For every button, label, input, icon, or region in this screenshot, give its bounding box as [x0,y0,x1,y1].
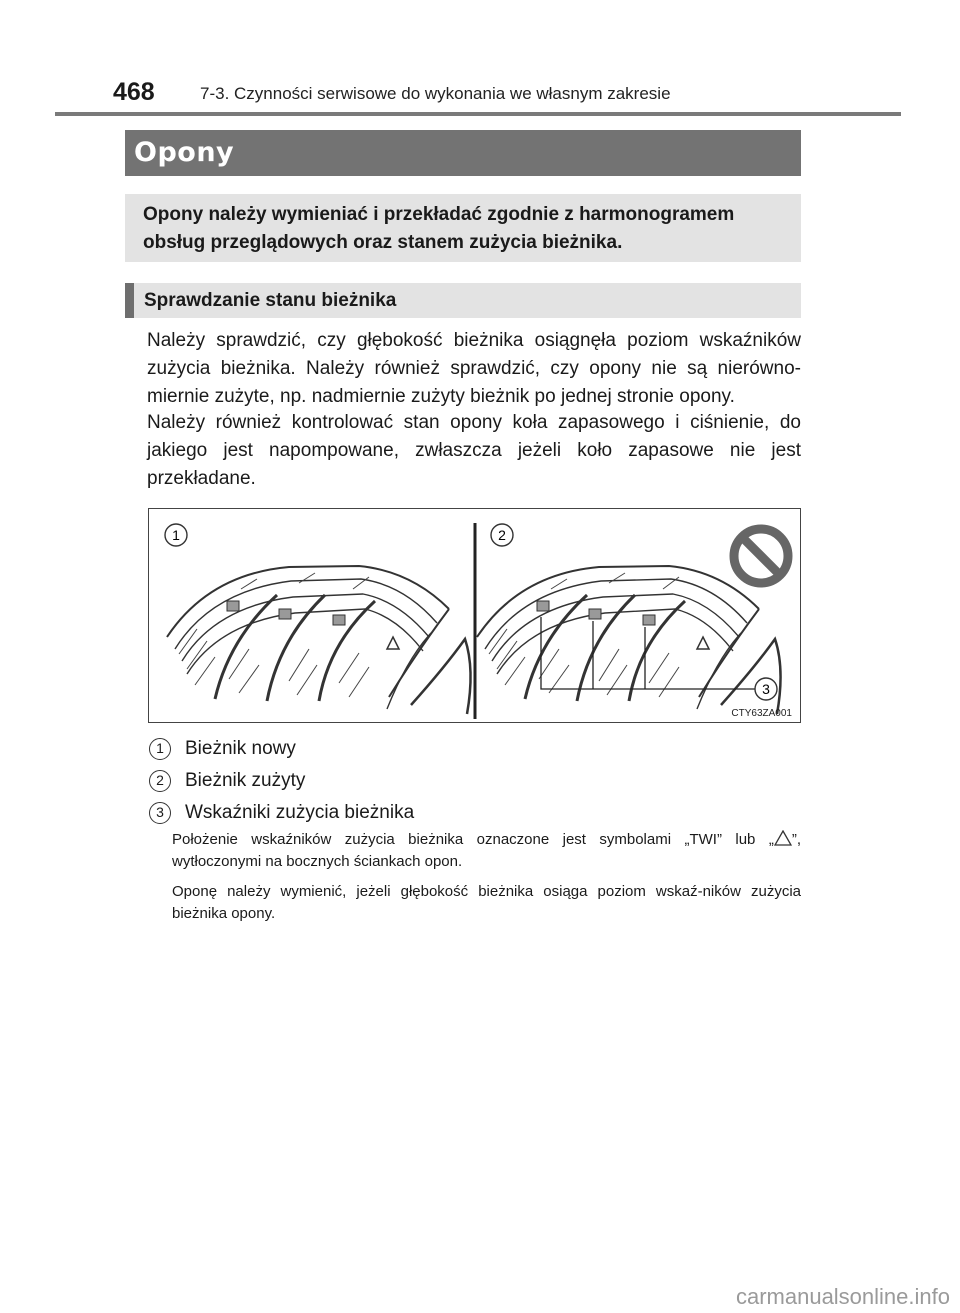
triangle-icon [774,830,792,846]
svg-text:2: 2 [498,527,506,543]
section-title: Opony [125,130,801,176]
note-replace: Oponę należy wymienić, jeżeli głębokość bieżnika osiąga poziom wskaź-ników zużycia bieżnika opony. [172,883,801,922]
tire-figure [148,508,801,723]
figure-code: CTY63ZA001 [731,708,792,719]
watermark: carmanualsonline.info [735,1284,950,1309]
svg-text:1: 1 [172,527,180,543]
legend-label: Bieżnik nowy [185,738,296,759]
legend-label: Bieżnik zużyty [185,770,306,791]
svg-text:3: 3 [762,681,770,697]
legend-number: 3 [149,802,171,824]
legend-number: 2 [149,770,171,792]
paragraph-tread-check: Należy sprawdzić, czy głębokość bieżnika osiągnęła poziom wskaźników zużycia bieżnika. Należy również sprawdzić, czy opony nie są nierówno-miernie zużyte, np. nadmiernie zużyty bieżnik po jednej stronie opony. [147,330,801,407]
note-twi [172,829,801,873]
note-twi-end: ”, wytłoczonymi na bocznych ściankach opon. [172,831,801,870]
page-number: 468 [113,78,155,106]
intro-box: Opony należy wymieniać i przekładać zgodnie z harmonogramem obsług przeglądowych oraz stanem zużycia bieżnika. [125,194,801,262]
callout-1 [165,524,187,546]
chapter-title: 7-3. Czynności serwisowe do wykonania we własnym zakresie [200,84,671,103]
paragraph-spare-tire: Należy również kontrolować stan opony koła zapasowego i ciśnienie, do jakiego jest napompowane, zwłaszcza jeżeli koło zapasowe nie jest przekładane. [147,412,801,489]
callout-2 [491,524,513,546]
callout-3 [755,678,777,700]
header-rule [55,112,901,116]
note-twi-start: Położenie wskaźników zużycia bieżnika oznaczone jest symbolami „TWI” lub „ [172,831,774,848]
legend-number: 1 [149,738,171,760]
tire-illustration [149,509,802,724]
prohibition-icon [734,529,788,583]
legend-label: Wskaźniki zużycia bieżnika [185,802,415,823]
subsection-title: Sprawdzanie stanu bieżnika [125,283,801,318]
